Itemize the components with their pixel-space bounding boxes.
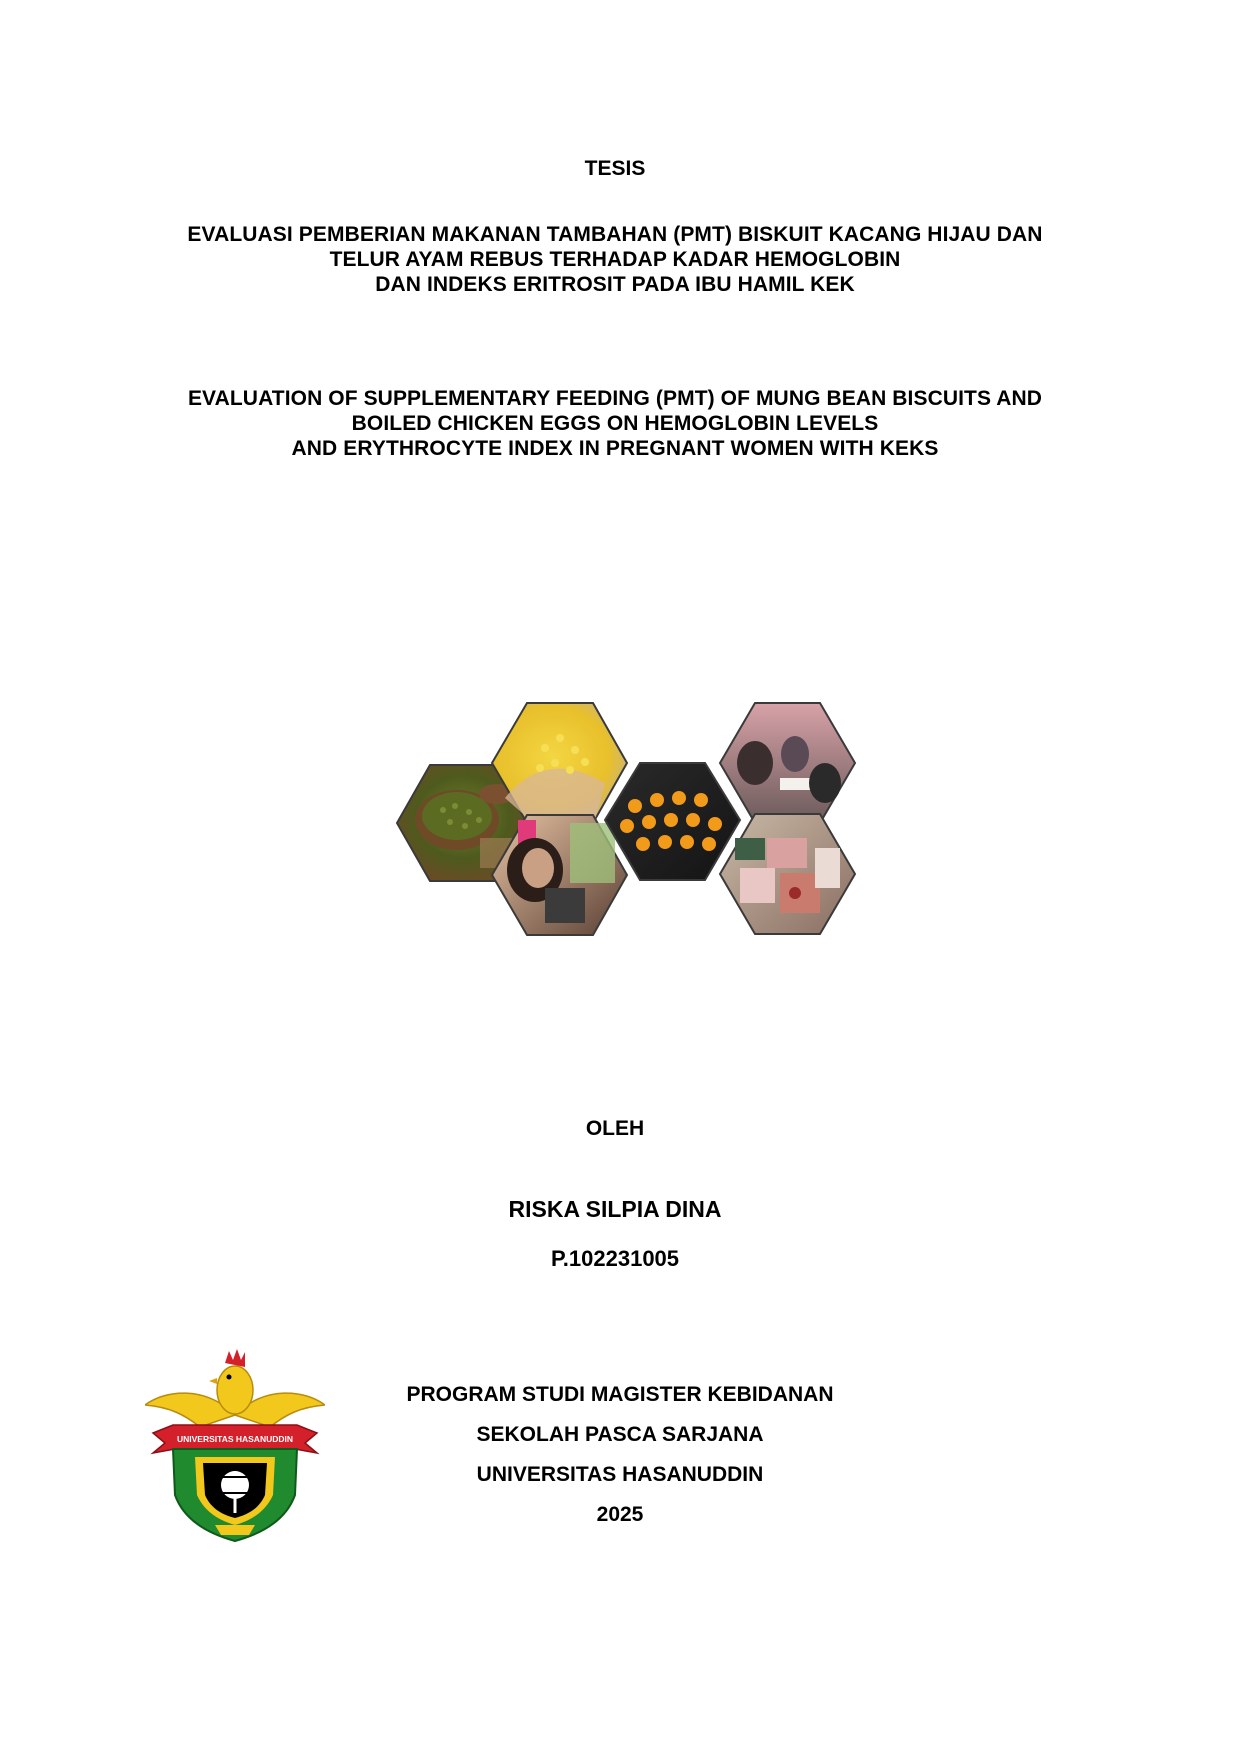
- graduate-school: SEKOLAH PASCA SARJANA: [476, 1423, 764, 1446]
- packaged-products-photo: [720, 814, 855, 934]
- consultation-photo: [720, 703, 855, 823]
- title-id-line-1: EVALUASI PEMBERIAN MAKANAN TAMBAHAN (PMT) BISKUIT KACANG HIJAU DAN: [187, 223, 1043, 246]
- year: 2025: [596, 1503, 644, 1526]
- title-id-line-3: DAN INDEKS ERITROSIT PADA IBU HAMIL KEK: [375, 273, 855, 296]
- by-heading: [120, 1117, 1110, 1141]
- doc-type-heading: [120, 157, 1110, 181]
- student-id-block: [120, 1246, 1110, 1272]
- by-label: OLEH: [585, 1117, 645, 1140]
- title-en-line-3: AND ERYTHROCYTE INDEX IN PREGNANT WOMEN WITH KEKS: [291, 437, 939, 460]
- author-name: RISKA SILPIA DINA: [508, 1196, 722, 1222]
- doc-type-label: TESIS: [584, 157, 646, 180]
- university-logo: [145, 1345, 325, 1545]
- student-id: P.102231005: [550, 1246, 680, 1271]
- title-english: [120, 386, 1110, 461]
- logo-ribbon-text: UNIVERSITAS HASANUDDIN: [176, 1434, 294, 1444]
- title-indonesian: [120, 222, 1110, 297]
- biscuit-tray-photo: [605, 763, 740, 880]
- title-en-line-2: BOILED CHICKEN EGGS ON HEMOGLOBIN LEVELS: [351, 412, 879, 435]
- title-id-line-2: TELUR AYAM REBUS TERHADAP KADAR HEMOGLOBIN: [329, 248, 901, 271]
- author-block: [120, 1196, 1110, 1223]
- photo-collage: [395, 688, 875, 938]
- institution-block: [320, 1375, 920, 1535]
- study-program: PROGRAM STUDI MAGISTER KEBIDANAN: [406, 1383, 834, 1406]
- title-en-line-1: EVALUATION OF SUPPLEMENTARY FEEDING (PMT) OF MUNG BEAN BISCUITS AND: [187, 387, 1043, 410]
- university-name: UNIVERSITAS HASANUDDIN: [476, 1463, 764, 1486]
